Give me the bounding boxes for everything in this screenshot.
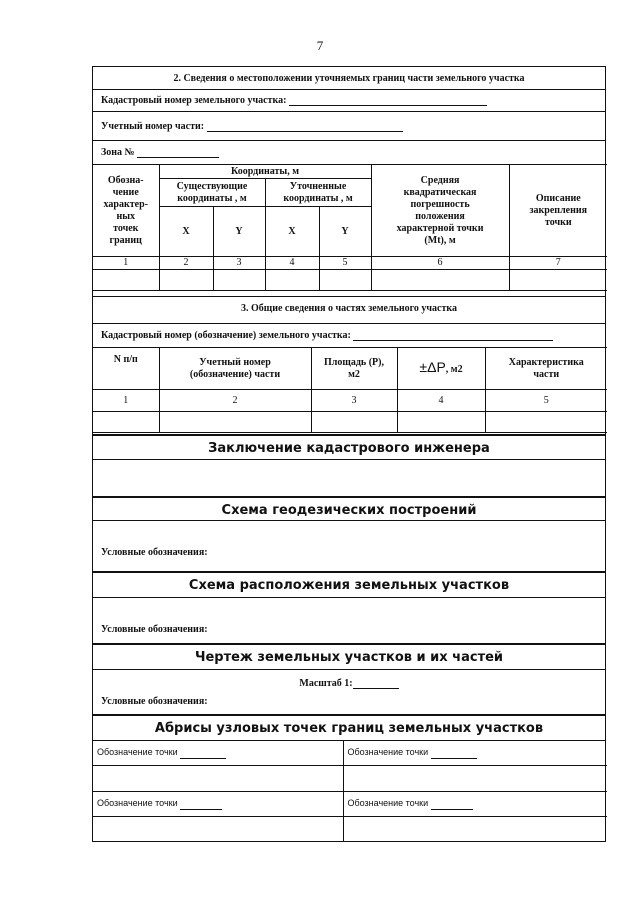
col-number: 7 [509,257,607,270]
section3-title: 3. Общие сведения о частях земельного участка [240,303,458,314]
zone-label: Зона № [101,147,135,158]
col-number: 2 [159,390,311,412]
existing-coords-header: Существующие координаты , м [159,179,265,207]
col-number: 4 [265,257,319,270]
abris-point-field-2[interactable] [431,748,477,759]
col-number: 1 [93,257,159,270]
abris-point-label-2: Обозначение точки [347,746,429,757]
abris-point-field-3[interactable] [180,799,222,810]
dp-unit: , м2 [445,364,463,375]
table-row [93,412,607,433]
abris-point-field-4[interactable] [431,799,473,810]
section3-header [93,303,605,314]
abris-drawing-area[interactable] [343,765,607,791]
abris-point-label-3: Обозначение точки [97,798,178,808]
col-number: 5 [319,257,371,270]
form-frame [92,66,606,842]
abris-point-cell [93,791,343,816]
geodesic-legend: Условные обозначения: [101,547,208,558]
col-number: 3 [311,390,397,412]
abris-drawing-area[interactable] [93,816,343,841]
existing-y-header: Y [213,207,265,257]
geodesic-title: Схема геодезических построений [221,503,477,518]
abrisy-grid [93,740,605,841]
part-number-row [101,121,403,132]
drawing-legend: Условные обозначения: [101,696,208,707]
section2-cadastral-label: Кадастровый номер земельного участка: [101,95,287,106]
refined-coords-header: Уточненные координаты , м [265,179,371,207]
col-dp-header [397,348,485,390]
conclusion-title: Заключение кадастрового инженера [208,441,490,456]
zone-field[interactable] [137,147,219,158]
section3-cadastral-label: Кадастровый номер (обозначение) земельного участка: [101,330,351,341]
conclusion-body[interactable] [93,460,605,496]
abris-point-label-1: Обозначение точки [97,746,178,757]
section3-cadastral-field[interactable] [353,330,553,341]
zone-row [101,147,219,158]
col-n-header: N п/п [93,348,159,390]
abris-point-cell [93,740,343,765]
abrisy-title: Абрисы узловых точек границ земельных участков [154,721,544,736]
cadastral-number-field[interactable] [289,95,487,106]
col-description-header: Описание закрепления точки [509,165,607,257]
drawing-scale-label: Масштаб 1: [299,678,353,689]
drawing-title: Чертеж земельных участков и их частей [194,650,504,665]
abris-point-cell [343,740,607,765]
parts-table [93,347,605,433]
section2-cadastral-row [101,95,487,106]
col-number: 3 [213,257,265,270]
col-number: 4 [397,390,485,412]
col-number: 6 [371,257,509,270]
col-number: 1 [93,390,159,412]
col-number: 2 [159,257,213,270]
abris-point-field-1[interactable] [180,748,226,759]
layout-scheme-legend: Условные обозначения: [101,624,208,635]
section2-header [93,67,605,89]
abris-drawing-area[interactable] [93,765,343,791]
abris-point-cell [343,791,607,816]
table-row [93,270,607,291]
col-area-header: Площадь (P), м2 [311,348,397,390]
existing-x-header: X [159,207,213,257]
section2-title: 2. Сведения о местоположении уточняемых границ части земельного участка [173,73,525,84]
coords-header: Координаты, м [159,165,371,179]
abris-drawing-area[interactable] [343,816,607,841]
abris-point-label-4: Обозначение точки [347,798,429,808]
refined-y-header: Y [319,207,371,257]
col-number-header: Учетный номер (обозначение) части [159,348,311,390]
drawing-scale-row [93,678,605,689]
col-number: 5 [485,390,607,412]
scale-field[interactable] [353,678,399,689]
col-char-header: Характеристика части [485,348,607,390]
col-designation-header: Обозна- чение характер- ных точек границ [93,165,159,257]
part-number-label: Учетный номер части: [101,121,205,132]
layout-scheme-title: Схема расположения земельных участков [188,578,510,593]
refined-x-header: X [265,207,319,257]
coordinates-table [93,164,605,291]
section3-cadastral-row [101,330,553,341]
dp-symbol: ±ΔP [419,359,446,375]
col-error-header: Средняя квадратическая погрешность положения характерной точки (Mt), м [371,165,509,257]
page-number: 7 [316,38,324,53]
part-number-field[interactable] [207,121,403,132]
